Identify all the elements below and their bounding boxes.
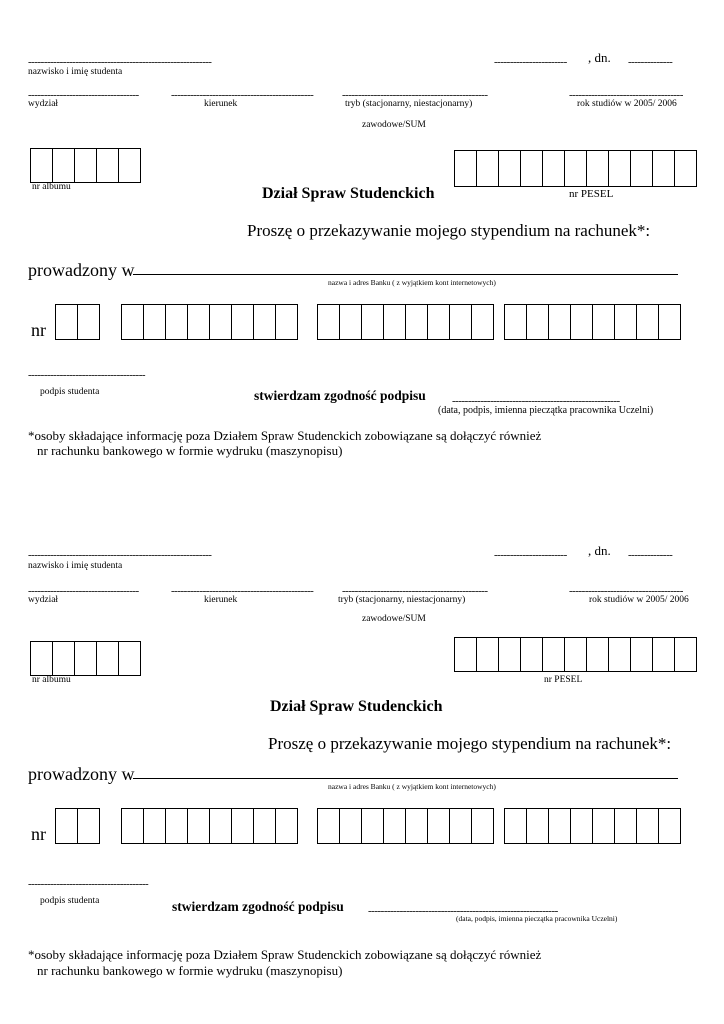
account-boxes-1[interactable]: [55, 304, 100, 340]
album-number-boxes[interactable]: [30, 148, 141, 183]
bank-field-line[interactable]: [133, 778, 678, 779]
bank-caption: nazwa i adres Banku ( z wyjątkiem kont internetowych): [328, 278, 496, 287]
rok-label: rok studiów w 2005/ 2006: [577, 99, 677, 109]
request-text: Proszę o przekazywanie mojego stypendium na rachunek*:: [268, 734, 672, 753]
kierunek-label: kierunek: [204, 595, 238, 605]
tryb-field-line[interactable]: ----------------------------------------------: [342, 89, 488, 101]
nr-label: nr: [31, 824, 46, 844]
pesel-boxes[interactable]: [454, 637, 697, 672]
bank-field-line[interactable]: [133, 274, 678, 275]
wydzial-field-line[interactable]: -----------------------------------: [28, 89, 139, 101]
verify-label: stwierdzam zgodność podpisu: [172, 899, 344, 914]
tryb-label: tryb (stacjonarny, niestacjonarny): [338, 595, 466, 605]
wydzial-label: wydział: [28, 99, 59, 109]
name-label: nazwisko i imię studenta: [28, 67, 123, 77]
kierunek-label: kierunek: [204, 99, 238, 109]
verify-signature-line[interactable]: -----------------------------------------------------: [452, 395, 620, 407]
date-label: , dn.: [588, 543, 611, 558]
rok-field-line[interactable]: ------------------------------------: [569, 89, 683, 101]
pesel-boxes[interactable]: [454, 150, 697, 187]
date-label: , dn.: [588, 50, 611, 65]
wydzial-label: wydział: [28, 595, 59, 605]
request-text: Proszę o przekazywanie mojego stypendium na rachunek*:: [247, 221, 651, 240]
date-field-line[interactable]: -----------------------: [494, 549, 567, 561]
footnote-line-1: *osoby składające informację poza Działem Spraw Studenckich zobowiązane są dołączyć również: [28, 947, 542, 962]
wydzial-field-line[interactable]: -----------------------------------: [28, 585, 139, 597]
name-field-line[interactable]: ----------------------------------------------------------: [28, 56, 212, 68]
date-day-line[interactable]: --------------: [628, 56, 673, 68]
tryb-label: tryb (stacjonarny, niestacjonarny): [345, 99, 473, 109]
name-field-line[interactable]: ----------------------------------------------------------: [28, 549, 212, 561]
album-label: nr albumu: [32, 675, 71, 685]
footnote-line-2: nr rachunku bankowego w formie wydruku (maszynopisu): [37, 443, 343, 458]
account-boxes-4[interactable]: [504, 304, 681, 340]
signature-label: podpis studenta: [40, 387, 100, 397]
account-boxes-1[interactable]: [55, 808, 100, 844]
pesel-label: nr PESEL: [544, 675, 583, 685]
prowadzony-label: prowadzony w: [28, 260, 135, 280]
account-boxes-4[interactable]: [504, 808, 681, 844]
verify-caption: (data, podpis, imienna pieczątka pracownika Uczelni): [438, 405, 654, 416]
dept-title: Dział Spraw Studenckich: [270, 698, 443, 715]
signature-label: podpis studenta: [40, 896, 100, 906]
footnote-line-2: nr rachunku bankowego w formie wydruku (maszynopisu): [37, 963, 343, 978]
album-number-boxes[interactable]: [30, 641, 141, 676]
kierunek-field-line[interactable]: ---------------------------------------------: [171, 89, 314, 101]
zawodowe-label: zawodowe/SUM: [362, 120, 426, 130]
date-day-line[interactable]: --------------: [628, 549, 673, 561]
account-boxes-2[interactable]: [121, 304, 298, 340]
bank-caption: nazwa i adres Banku ( z wyjątkiem kont internetowych): [328, 782, 496, 791]
name-label: nazwisko i imię studenta: [28, 561, 123, 571]
dept-title: Dział Spraw Studenckich: [262, 185, 435, 202]
verify-signature-line[interactable]: ------------------------------------------------------------: [368, 905, 558, 917]
footnote-line-1: *osoby składające informację poza Działem Spraw Studenckich zobowiązane są dołączyć również: [28, 428, 542, 443]
pesel-label: nr PESEL: [569, 188, 614, 200]
rok-field-line[interactable]: ------------------------------------: [569, 585, 683, 597]
rok-label: rok studiów w 2005/ 2006: [589, 595, 689, 605]
tryb-field-line[interactable]: ----------------------------------------------: [342, 585, 488, 597]
verify-caption: (data, podpis, imienna pieczątka pracownika Uczelni): [456, 914, 618, 923]
signature-line[interactable]: --------------------------------------: [28, 878, 149, 890]
account-boxes-2[interactable]: [121, 808, 298, 844]
account-boxes-3[interactable]: [317, 304, 494, 340]
nr-label: nr: [31, 320, 46, 340]
date-field-line[interactable]: -----------------------: [494, 56, 567, 68]
zawodowe-label: zawodowe/SUM: [362, 614, 426, 624]
verify-label: stwierdzam zgodność podpisu: [254, 388, 426, 403]
account-boxes-3[interactable]: [317, 808, 494, 844]
album-label: nr albumu: [32, 182, 71, 192]
signature-line[interactable]: -------------------------------------: [28, 369, 146, 381]
kierunek-field-line[interactable]: ---------------------------------------------: [171, 585, 314, 597]
prowadzony-label: prowadzony w: [28, 764, 135, 784]
